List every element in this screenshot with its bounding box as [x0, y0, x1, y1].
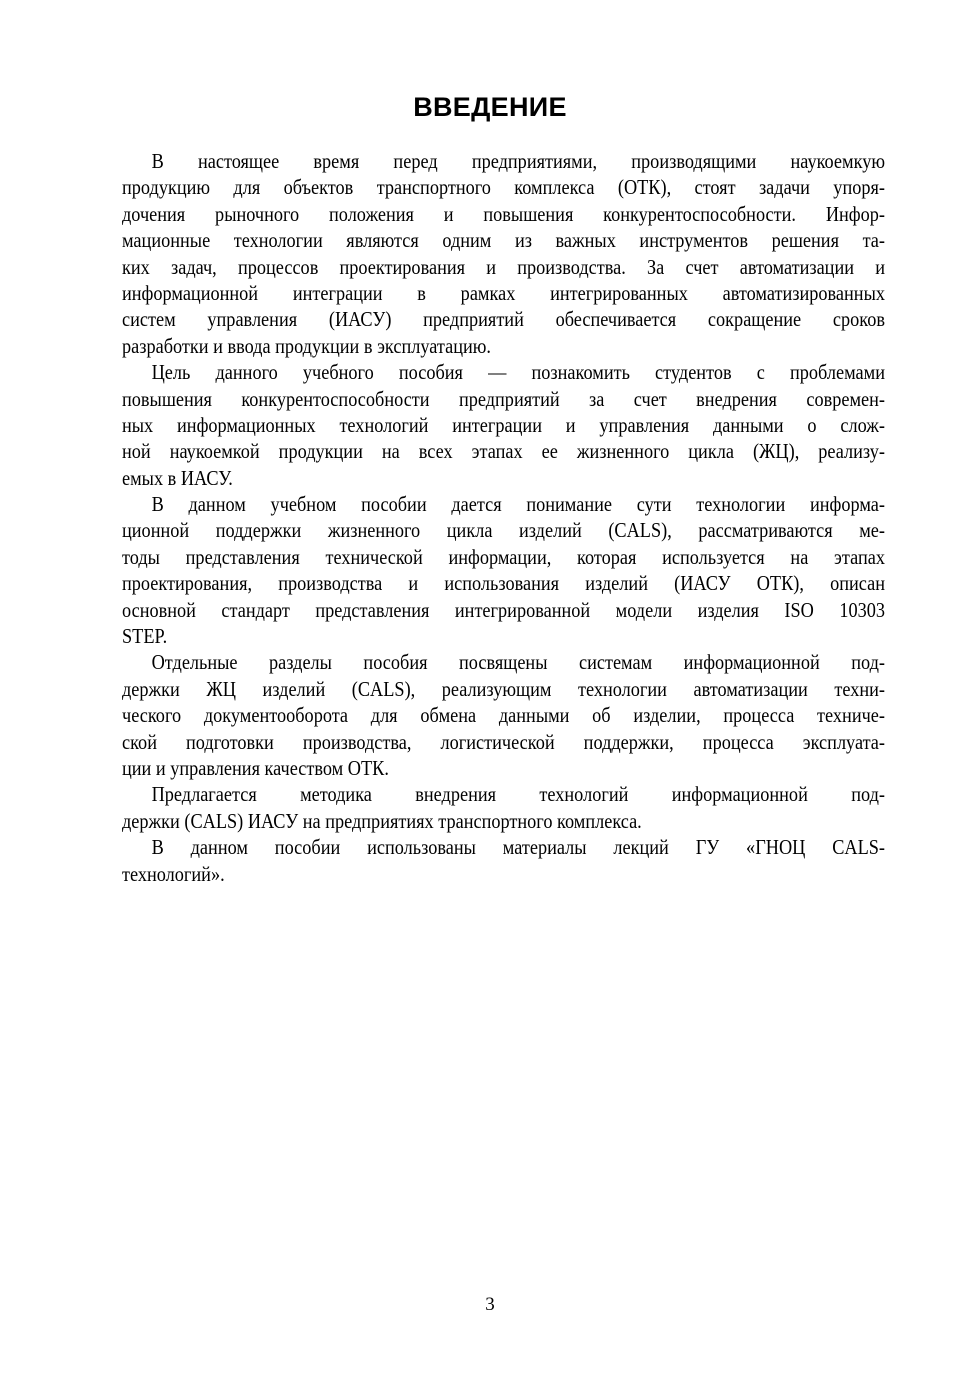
text-line: повышения конкурентоспособности предприятий за счет внедрения современ-: [122, 386, 885, 411]
document-body: [122, 148, 885, 887]
text-line: ной наукоемкой продукции на всех этапах ее жизненного цикла (ЖЦ), реализу-: [122, 439, 885, 464]
text-line: основной стандарт представления интегрированной модели изделия ISO 10303: [122, 597, 885, 622]
page-title: ВВЕДЕНИЕ: [413, 92, 567, 122]
paragraph: [122, 491, 885, 649]
text-line: В данном учебном пособии дается понимание сути технологии информа-: [151, 492, 885, 517]
text-line: В настоящее время перед предприятиями, производящими наукоемкую: [151, 149, 885, 173]
paragraph: [122, 359, 885, 491]
text-line: Отдельные разделы пособия посвящены системам информационной под-: [151, 650, 885, 675]
paragraph: [122, 834, 885, 887]
text-line: мационные технологии являются одним из важных инструментов решения та-: [122, 228, 885, 253]
text-line: Предлагается методика внедрения технологий информационной под-: [151, 782, 885, 807]
text-line: держки ЖЦ изделий (CALS), реализующим технологии автоматизации техни-: [122, 676, 885, 701]
text-line: информационной интеграции в рамках интегрированных автоматизированных: [122, 280, 885, 305]
text-line: продукцию для объектов транспортного комплекса (ОТК), стоят задачи упоря-: [122, 175, 885, 200]
text-line: ской подготовки производства, логистической поддержки, процесса эксплуата-: [122, 729, 885, 754]
text-line: ческого документооборота для обмена данными об изделии, процесса техниче-: [122, 703, 885, 728]
paragraph: [122, 649, 885, 781]
text-line: дочения рыночного положения и повышения конкурентоспособности. Инфор-: [122, 201, 885, 226]
text-line: емых в ИАСУ.: [122, 465, 233, 490]
text-line: тоды представления технической информации, которая используется на этапах: [122, 544, 885, 569]
text-line: ких задач, процессов проектирования и производства. За счет автоматизации и: [122, 254, 885, 279]
text-line: Цель данного учебного пособия — познакомить студентов с проблемами: [151, 360, 885, 385]
text-line: технологий».: [122, 861, 225, 886]
text-line: проектирования, производства и использования изделий (ИАСУ ОТК), описан: [122, 571, 885, 596]
text-line: систем управления (ИАСУ) предприятий обеспечивается сокращение сроков: [122, 307, 885, 332]
text-line: разработки и ввода продукции в эксплуатацию.: [122, 333, 491, 358]
text-line: В данном пособии использованы материалы лекций ГУ «ГНОЦ CALS-: [151, 835, 885, 860]
text-line: ных информационных технологий интеграции и управления данными о слож-: [122, 412, 885, 437]
page-number: 3: [485, 1294, 495, 1315]
text-line: ционной поддержки жизненного цикла изделий (CALS), рассматриваются ме-: [122, 518, 885, 543]
text-line: STEP.: [122, 624, 168, 649]
paragraph: [122, 148, 885, 359]
text-line: ции и управления качеством ОТК.: [122, 755, 389, 780]
paragraph: [122, 781, 885, 834]
text-line: держки (CALS) ИАСУ на предприятиях транспортного комплекса.: [122, 808, 642, 833]
